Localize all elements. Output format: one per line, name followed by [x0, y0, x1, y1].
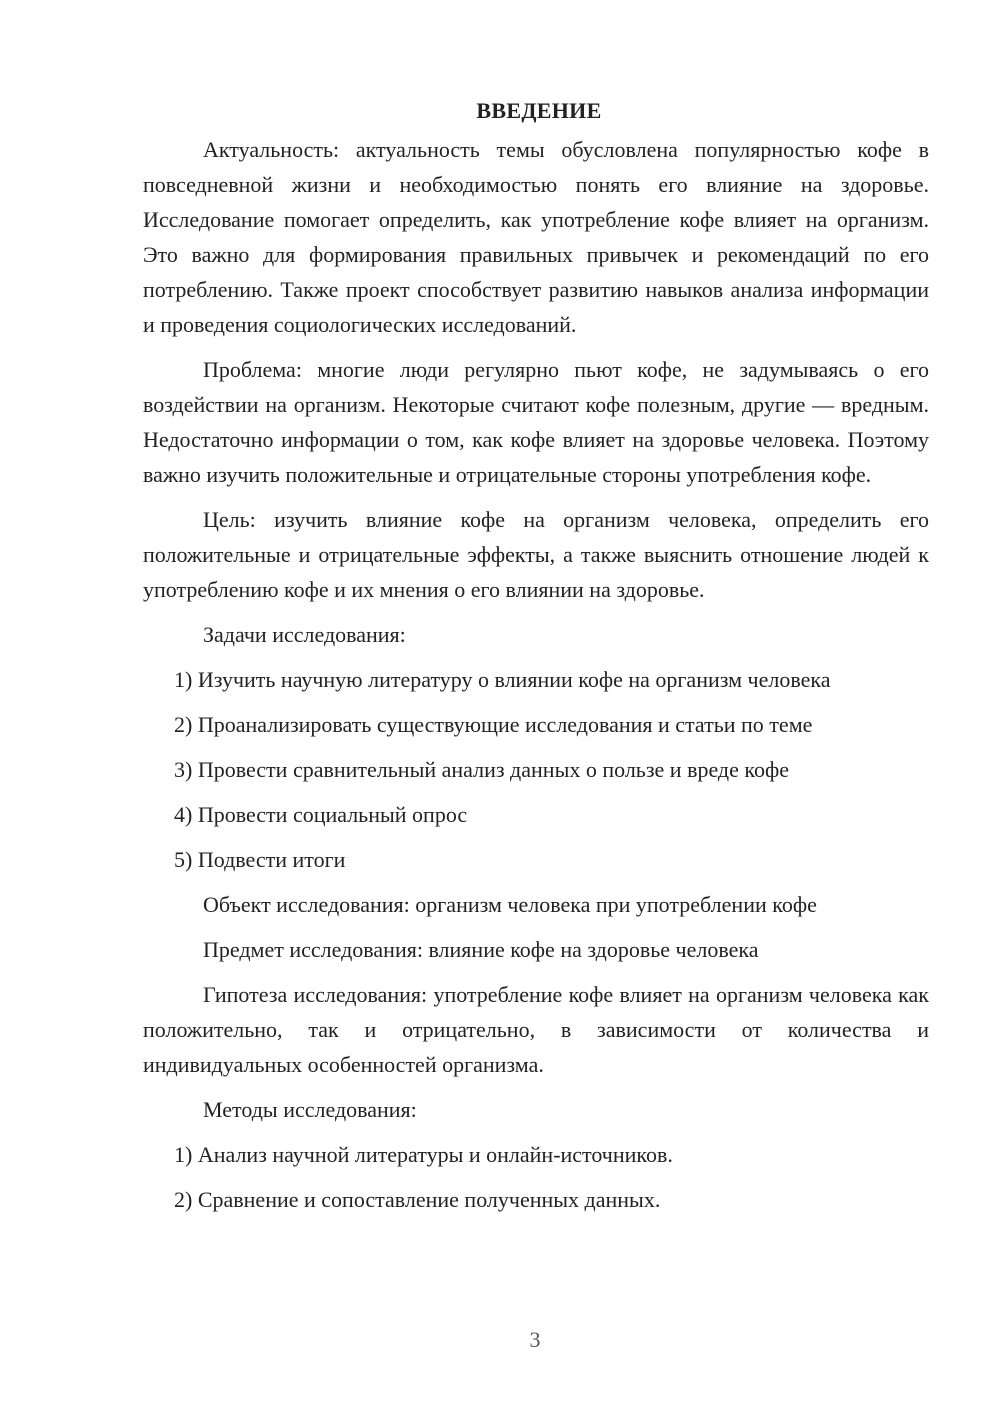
paragraph-problem: Проблема: многие люди регулярно пьют кофе, не задумываясь о его воздействии на организм. Некоторые считают кофе полезным, другие — вредным. Недостаточно информации о том, как кофе влияет на здоровье человека. Поэтому важно изучить положительные и отрицательные стороны употребления кофе.	[143, 357, 929, 487]
list-item: 3) Провести сравнительный анализ данных о пользе и вреде кофе	[174, 757, 789, 782]
paragraph-object: Объект исследования: организм человека при употреблении кофе	[203, 892, 817, 917]
section-title: ВВЕДЕНИЕ	[476, 98, 602, 123]
list-item: 2) Сравнение и сопоставление полученных данных.	[174, 1187, 661, 1212]
list-item: 5) Подвести итоги	[174, 847, 346, 872]
list-item: 4) Провести социальный опрос	[174, 802, 468, 827]
page-number: 3	[529, 1327, 541, 1352]
list-item: 1) Изучить научную литературу о влиянии кофе на организм человека	[174, 667, 831, 692]
tasks-heading: Задачи исследования:	[203, 622, 406, 647]
methods-heading: Методы исследования:	[203, 1097, 417, 1122]
tasks-list	[143, 662, 929, 877]
paragraph-subject: Предмет исследования: влияние кофе на здоровье человека	[203, 937, 759, 962]
paragraph-hypothesis: Гипотеза исследования: употребление кофе влияет на организм человека как положительно, так и отрицательно, в зависимости от количества и индивидуальных особенностей организма.	[143, 982, 929, 1077]
methods-list	[143, 1137, 929, 1217]
list-item: 1) Анализ научной литературы и онлайн-источников.	[174, 1142, 673, 1167]
paragraph-goal: Цель: изучить влияние кофе на организм человека, определить его положительные и отрицательные эффекты, а также выяснить отношение людей к употреблению кофе и их мнения о его влиянии на здоровье.	[143, 507, 929, 602]
document-body	[143, 93, 929, 1227]
paragraph-relevance: Актуальность: актуальность темы обусловлена популярностью кофе в повседневной жизни и необходимостью понять его влияние на здоровье. Исследование помогает определить, как употребление кофе влияет на организм. Это важно для формирования правильных привычек и рекомендаций по его потреблению. Также проект способствует развитию навыков анализа информации и проведения социологических исследований.	[143, 137, 929, 337]
list-item: 2) Проанализировать существующие исследования и статьи по теме	[174, 712, 813, 737]
